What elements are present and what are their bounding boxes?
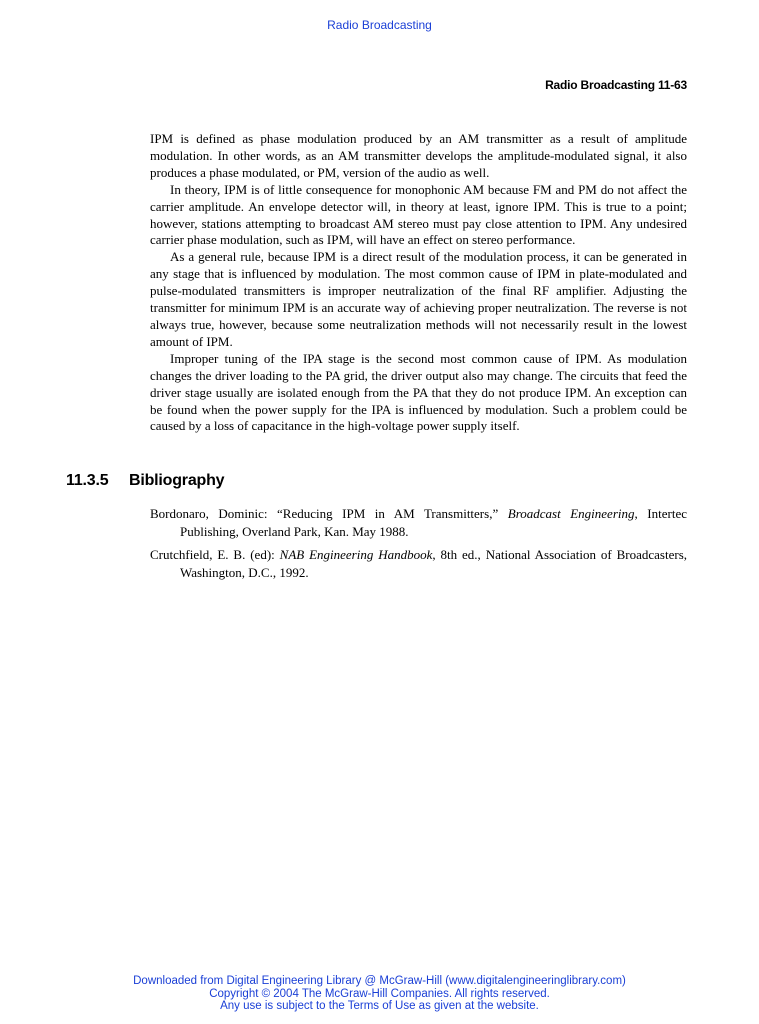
section-number: 11.3.5 [66, 472, 109, 489]
bib-entry-publication: NAB Engineering Handbook [279, 547, 433, 562]
paragraph-ipm-theory: In theory, IPM is of little consequence for monophonic AM because FM and PM do not affect the carrier amplitude. An envelope detector will, in theory at least, ignore IPM. This is true to a point; however, stations attempting to broadcast AM stereo must pay close attention to IPM. Any undesired carrier phase modulation, such as IPM, will have an effect on stereo performance. [150, 181, 687, 248]
bib-entry-details: , 8th ed., National Association of Broadcasters, Washington, D.C., 1992. [180, 547, 687, 580]
bibliography-entry [150, 546, 687, 581]
paragraph-ipa-tuning: Improper tuning of the IPA stage is the second most common cause of IPM. As modulation changes the driver loading to the PA grid, the driver output also may change. The circuits that feed the driver stage usually are isolated enough from the PA that they do not produce IPM. An exception can be found when the power supply for the IPA is influenced by modulation. Such a problem could be caused by a loss of capacitance in the high-voltage power supply itself. [150, 350, 687, 434]
top-link-radio-broadcasting[interactable]: Radio Broadcasting [327, 18, 432, 32]
paragraph-general-rule: As a general rule, because IPM is a direct result of the modulation process, it can be generated in any stage that is influenced by modulation. The most common cause of IPM in plate-modulated and pulse-modulated transmitters is improper neutralization of the final RF amplifier. Adjusting the transmitter for minimum IPM is an accurate way of achieving proper neutralization. The reverse is not always true, however, because some neutralization methods will not necessarily result in the lowest amount of IPM. [150, 249, 687, 349]
footer-terms-link[interactable]: Any use is subject to the Terms of Use as given at the website. [220, 1000, 539, 1012]
section-title: Bibliography [129, 472, 225, 489]
section-heading [66, 472, 666, 490]
footer-download-link[interactable]: Downloaded from Digital Engineering Library @ McGraw-Hill (www.digitalengineeringlibrary.com) [133, 975, 626, 987]
bib-entry-authors: Crutchfield, E. B. (ed): [150, 547, 280, 562]
bib-entry-details: , Intertec Publishing, Overland Park, Kan. May 1988. [180, 506, 687, 539]
bibliography-list [150, 505, 687, 587]
footer-notice [0, 975, 759, 1013]
bib-entry-authors: Bordonaro, Dominic: “Reducing IPM in AM Transmitters,” [150, 506, 508, 521]
footer-copyright: Copyright © 2004 The McGraw-Hill Companies. All rights reserved. [209, 987, 550, 1000]
bibliography-entry [150, 505, 687, 540]
bib-entry-publication: Broadcast Engineering [507, 506, 635, 521]
running-head: Radio Broadcasting 11-63 [545, 78, 687, 92]
body-text [150, 131, 687, 435]
paragraph-ipm-definition: IPM is defined as phase modulation produced by an AM transmitter as a result of amplitude modulation. In other words, as an AM transmitter develops the amplitude-modulated signal, it also produces a phase modulated, or PM, version of the audio as well. [150, 131, 687, 180]
